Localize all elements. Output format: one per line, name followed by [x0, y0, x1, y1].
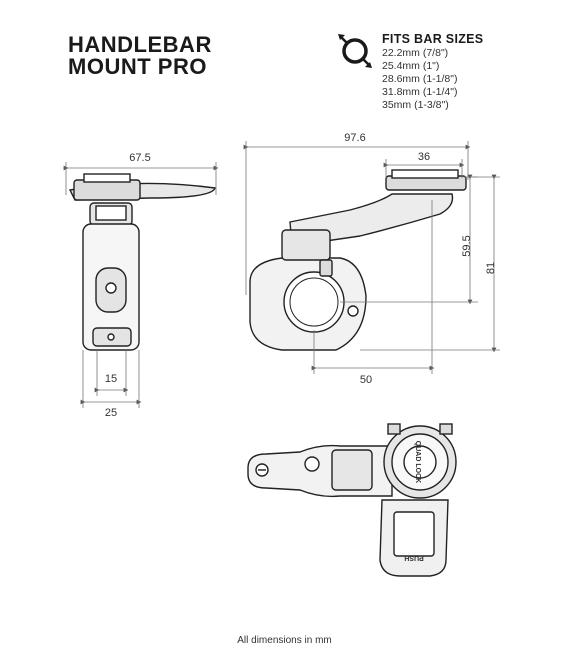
dim-front-base-width: 25: [104, 407, 118, 419]
bar-size-item: 35mm (1-3/8"): [382, 99, 449, 111]
dim-side-height-total: 81: [485, 261, 497, 275]
title-line-1: HANDLEBAR: [68, 32, 212, 57]
bar-size-item: 28.6mm (1-1/8"): [382, 73, 458, 85]
front-cradle: [74, 180, 140, 200]
dim-side-top-width: 36: [417, 151, 431, 163]
dim-side-height-inner: 59.5: [461, 235, 473, 257]
bar-size-item: 25.4mm (1"): [382, 60, 440, 72]
front-view: [70, 174, 215, 350]
fits-heading: FITS BAR SIZES: [382, 32, 484, 46]
top-logo-text: QUAD LOCK: [414, 440, 421, 484]
side-view: [250, 170, 466, 350]
dim-front-bar-width: 15: [104, 373, 118, 385]
dim-front-top-width: 67.5: [129, 152, 151, 164]
top-view: [248, 424, 456, 576]
bar-size-item: 22.2mm (7/8"): [382, 47, 449, 59]
dim-side-reach: 50: [359, 374, 373, 386]
bar-size-item: 31.8mm (1-1/4"): [382, 86, 458, 98]
dim-side-total-width: 97.6: [344, 132, 366, 144]
title-line-2: MOUNT PRO: [68, 54, 207, 79]
top-brand-text: PUSH: [404, 554, 424, 561]
footer-note: All dimensions in mm: [237, 635, 332, 646]
